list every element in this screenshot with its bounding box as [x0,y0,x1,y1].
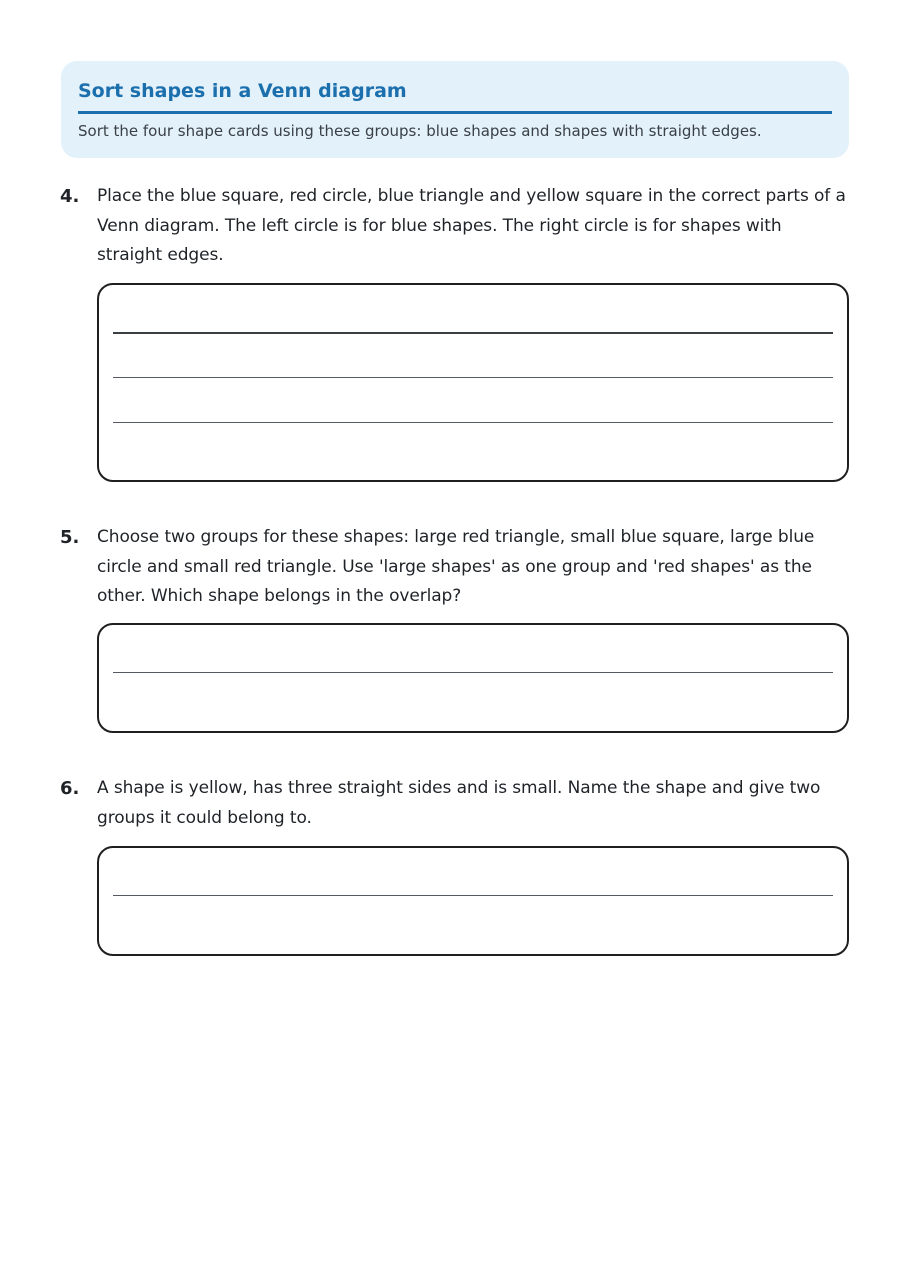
question-number: 6. [60,778,80,799]
answer-line [113,377,833,378]
title-underline [78,111,832,114]
section-instructions: Sort the four shape cards using these groups: blue shapes and shapes with straight edges. [78,122,762,140]
answer-box[interactable] [97,846,849,956]
question-text: Choose two groups for these shapes: large red triangle, small blue square, large blue circle and small red triangle. Use 'large shapes' as one group and 'red shapes' as the other. Which shape belongs in the overlap? [97,527,815,606]
question-number: 4. [60,186,80,207]
question-text: Place the blue square, red circle, blue triangle and yellow square in the correct parts of a Venn diagram. The left circle is for blue shapes. The right circle is for shapes with straight edges. [97,186,846,265]
section-header [61,61,849,158]
answer-box[interactable] [97,623,849,733]
answer-box[interactable] [97,283,849,482]
question-text: A shape is yellow, has three straight sides and is small. Name the shape and give two groups it could belong to. [97,778,821,828]
section-title: Sort shapes in a Venn diagram [78,80,407,102]
answer-line [113,422,833,423]
answer-line [113,672,833,673]
question-number: 5. [60,527,80,548]
answer-line [113,895,833,896]
answer-line [113,332,833,334]
